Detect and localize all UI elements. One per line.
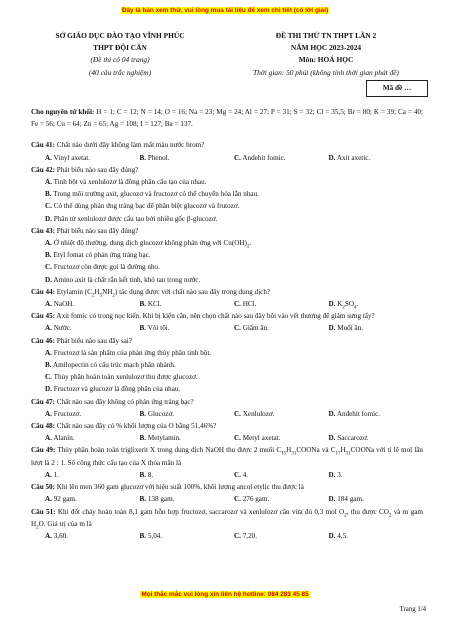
option-a[interactable]: A. Vinyl axetat. [45,153,91,162]
option-b[interactable]: B. Amilopectin có cấu trúc mạch phân nhánh. [45,361,176,370]
option-b[interactable]: B. 8. [139,470,154,479]
option-c[interactable]: C. Fructozơ còn được gọi là đường nho. [45,263,160,272]
option-a[interactable]: A. Fructozơ là sản phẩm của phản ứng thủy phân tinh bột. [45,348,212,357]
school-year: NĂM HỌC 2023-2024 [290,43,362,53]
option-d[interactable]: D. Muối ăn. [328,324,364,333]
option-d[interactable]: D. 3. [328,470,343,479]
option-c[interactable]: C. Metyl axetat. [234,434,281,443]
question-count-note: (40 câu trắc nghiệm) [88,67,152,77]
option-b[interactable]: B. Glucozơ. [139,409,175,418]
option-b[interactable]: B. Etyl fomat có phản ứng tráng bạc. [45,251,151,260]
option-a[interactable]: A. Ở nhiệt độ thường, dung dịch glucozơ không phản ứng với $Cu(OH)_2$. [45,239,252,250]
page-count-note: (Đề thi có 04 trang) [90,55,150,65]
option-a[interactable]: A. Nước. [45,324,72,333]
option-c[interactable]: C. Giấm ăn. [234,324,269,333]
option-a[interactable]: A. 3,60. [45,531,69,540]
option-c[interactable]: C. 4. [234,470,249,479]
option-a[interactable]: A. 1. [45,470,60,479]
option-d[interactable]: D. 4,5. [328,531,348,540]
option-d[interactable]: D. Axit axetic. [328,153,371,162]
question-47: Câu 47: Chất nào sau đây không có phản ứng tráng bạc? A. Fructozơ. B. Glucozơ. C. Xenlulozơ. D. Anđehit fomic. [31,396,423,420]
department-name: SỞ GIÁO DỤC ĐÀO TẠO VĨNH PHÚC [55,31,185,40]
option-d[interactable]: D. Amino axit là chất rắn kết tinh, khó tan trong nước. [45,275,201,284]
option-a[interactable]: A. 92 gam. [45,495,77,504]
option-d[interactable]: D. Phân tử xenlulozơ được cấu tạo bởi nhiều gốc β-glucozơ. [45,214,218,223]
option-b[interactable]: B. 138 gam. [139,495,175,504]
option-b[interactable]: B. 5,04. [139,531,163,540]
option-b[interactable]: B. Trong môi trường axit, glucozơ và fructozơ có thể chuyển hóa lẫn nhau. [45,190,259,199]
question-49: Câu 49: Thủy phân hoàn toàn triglixerit X trong dung dịch NaOH thu được 2 muối $C_{15}H_{31}COONa$ và $C_{17}H_{31}COONa$ với tỉ lệ mol lần lượt là 2 : 1. Số công thức cấu tạo của X thỏa mãn là A. 1. B. 8. C. 4. D. 3. [31,444,423,481]
option-c[interactable]: C. 276 gam. [234,495,270,504]
option-b[interactable]: B. Vôi tôi. [139,324,170,333]
question-46: Câu 46: Phát biểu nào sau đây sai? A. Fructozơ là sản phẩm của phản ứng thủy phân tinh bột. B. Amilopectin có cấu trúc mạch phân nhánh. C. Thủy phân hoàn toàn xenlulozơ thu được glucozơ. D. Fructozơ và glucozơ là đồng phân của nhau. [31,335,423,396]
page-number: Trang 1/4 [399,606,426,613]
hotline-banner: Mọi thắc mắc vui lòng xin liên hệ hotline: 084 283 45 85 [141,591,309,598]
option-c[interactable]: C. Anđehit fomic. [234,153,286,162]
preview-banner: Đây là bản xem thử, vui lòng mua tài liệu để xem chi tiết (có lời giải) [121,7,329,14]
option-d[interactable]: D. $K_2SO_4$. [328,300,359,311]
question-45: Câu 45: Axit fomic có trong nọc kiến. Khi bị kiến cắn, nên chọn chất nào sau đây bôi vào vết thương để giảm sưng tấy? A. Nước. B. Vôi tôi. C. Giấm ăn. D. Muối ăn. [31,310,423,334]
question-51: Câu 51: Khi đốt cháy hoàn toàn 8,1 gam hỗn hợp fructozơ, saccarozơ và xenlulozơ cần vừa đủ 0,3 mol $O_2$, thu được $CO_2$ và m gam $H_2O$. Giá trị của m là A. 3,60. B. 5,04. C. 7,20. D. 4,5. [31,506,423,543]
option-a[interactable]: A. Alanin. [45,434,75,443]
school-name: THPT ĐỘI CẤN [93,43,147,53]
header-right [238,30,414,79]
option-c[interactable]: C. 7,20. [234,531,258,540]
exam-code-box: Mã đề … [366,80,428,97]
option-d[interactable]: D. Anđehit fomic. [328,409,381,418]
option-d[interactable]: D. Saccarozơ. [328,434,369,443]
question-43: Câu 43: Phát biểu nào sau đây đúng? A. Ở nhiệt độ thường, dung dịch glucozơ không phản ứng với $Cu(OH)_2$. B. Etyl fomat có phản ứng tráng bạc. C. Fructozơ còn được gọi là đường nho. D. Amino axit là chất rắn kết tinh, khó tan trong nước. [31,225,423,286]
option-c[interactable]: C. HCl. [234,300,257,309]
option-d[interactable]: D. Fructozơ và glucozơ là đồng phân của nhau. [45,385,181,394]
option-a[interactable]: A. Tinh bột và xenlulozơ là đồng phân cấu tạo của nhau. [45,178,207,187]
option-c[interactable]: C. Xenlulozơ. [234,409,275,418]
question-42: Câu 42: Phát biểu nào sau đây đúng? A. Tinh bột và xenlulozơ là đồng phân cấu tạo của nhau. B. Trong môi trường axit, glucozơ và fructozơ có thể chuyển hóa lẫn nhau. C. Có thể dùng phản ứng tráng bạc để phân biệt glucozơ và frutozơ. D. Phân tử xenlulozơ được cấu tạo bởi nhiều gốc β-glucozơ. [31,164,423,225]
question-50: Câu 50: Khi lên men 360 gam glucozơ với hiệu suất 100%, khối lượng ancol etylic thu được là A. 92 gam. B. 138 gam. C. 276 gam. D. 184 gam. [31,481,423,505]
exam-title: ĐỀ THI THỬ TN THPT LẦN 2 [275,31,377,40]
question-48: Câu 48: Chất nào sau đây có % khối lượng của O bằng 51,46%? A. Alanin. B. Metylamin. C. Metyl axetat. D. Saccarozơ. [31,420,423,444]
option-a[interactable]: A. NaOH. [45,300,75,309]
time-limit: Thời gian: 50 phút (không tính thời gian phát đề) [252,67,400,77]
question-41: Câu 41: Chất nào dưới đây không làm mất màu nước brom? A. Vinyl axetat. B. Phenol. C. Anđehit fomic. D. Axit axetic. [31,139,423,163]
subject: Môn: HOÁ HỌC [298,55,354,65]
exam-content [31,106,423,542]
option-b[interactable]: B. KCl. [139,300,162,309]
atomic-masses: Cho nguyên tử khối: H = 1; C = 12; N = 14; O = 16; Na = 23; Mg = 24; Al = 27; P = 31; S = 32; Cl = 35,5; Br = 80; K = 39; Ca = 40; Fe = 56; Cu = 64; Zn = 65; Ag = 108; I = 127; Ba = 137. [31,108,423,129]
option-b[interactable]: B. Metylamin. [139,434,181,443]
option-a[interactable]: A. Fructozơ. [45,409,82,418]
option-c[interactable]: C. Có thể dùng phản ứng tráng bạc để phân biệt glucozơ và frutozơ. [45,202,240,211]
option-b[interactable]: B. Phenol. [139,153,170,162]
question-44: Câu 44: Etylamin $(C_2H_5NH_2)$ tác dụng được với chất nào sau đây trong dung dịch? A. NaOH. B. KCl. C. HCl. D. $K_2SO_4$. [31,286,423,310]
option-d[interactable]: D. 184 gam. [328,495,364,504]
header-left [40,30,200,79]
option-c[interactable]: C. Thủy phân hoàn toàn xenlulozơ thu được glucozơ. [45,373,198,382]
